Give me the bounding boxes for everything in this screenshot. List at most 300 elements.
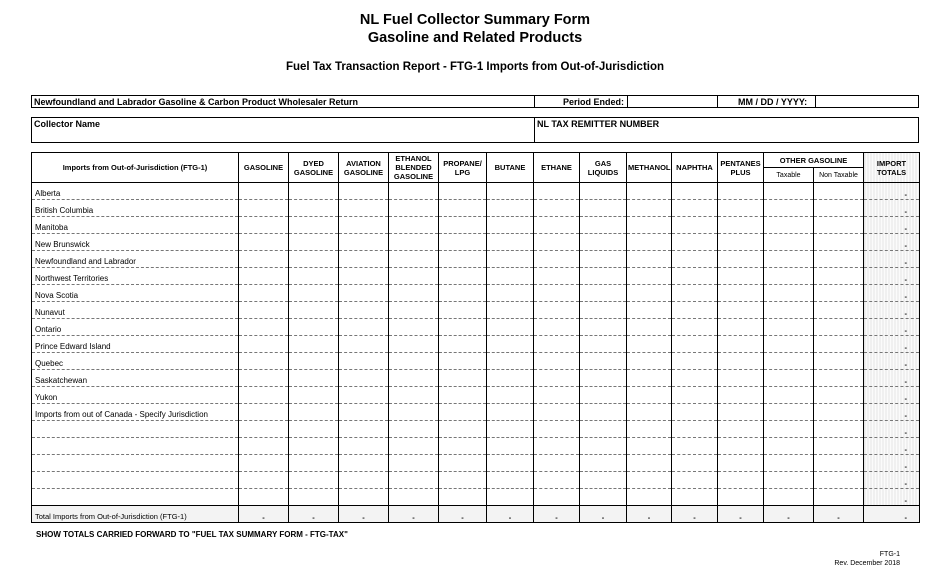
entry-cell[interactable] [389, 421, 439, 438]
entry-cell[interactable] [580, 234, 627, 251]
entry-cell[interactable] [672, 387, 718, 404]
entry-cell[interactable] [289, 438, 339, 455]
entry-cell[interactable] [487, 336, 534, 353]
entry-cell[interactable] [439, 319, 487, 336]
entry-cell[interactable] [534, 183, 580, 200]
period-ended-value [628, 96, 632, 98]
entry-cell[interactable] [580, 285, 627, 302]
entry-cell[interactable] [339, 183, 389, 200]
col-header-butane: BUTANE [487, 153, 534, 183]
entry-cell[interactable] [672, 489, 718, 506]
entry-cell[interactable] [439, 404, 487, 421]
entry-cell[interactable] [672, 404, 718, 421]
entry-cell[interactable] [487, 472, 534, 489]
entry-cell[interactable] [672, 183, 718, 200]
entry-cell[interactable] [339, 234, 389, 251]
entry-cell[interactable] [439, 455, 487, 472]
entry-cell[interactable] [487, 455, 534, 472]
entry-cell[interactable] [814, 200, 864, 217]
entry-cell[interactable] [534, 472, 580, 489]
entry-cell[interactable] [672, 200, 718, 217]
entry-cell[interactable] [534, 217, 580, 234]
entry-cell[interactable] [534, 285, 580, 302]
collector-header-row [31, 117, 919, 143]
entry-cell[interactable] [764, 268, 814, 285]
entry-cell[interactable] [814, 421, 864, 438]
table-row [32, 404, 920, 421]
entry-cell[interactable] [580, 438, 627, 455]
entry-cell[interactable] [814, 251, 864, 268]
entry-cell[interactable] [487, 404, 534, 421]
remitter-number-field[interactable] [534, 118, 919, 142]
entry-cell[interactable] [718, 455, 764, 472]
entry-cell[interactable] [289, 268, 339, 285]
entry-cell[interactable] [534, 319, 580, 336]
entry-cell[interactable] [239, 472, 289, 489]
entry-cell[interactable] [439, 234, 487, 251]
total-value: - [764, 506, 814, 523]
entry-cell[interactable] [289, 353, 339, 370]
entry-cell[interactable] [672, 251, 718, 268]
entry-cell[interactable] [627, 353, 672, 370]
entry-cell[interactable] [627, 217, 672, 234]
entry-cell[interactable] [627, 234, 672, 251]
entry-cell[interactable] [627, 200, 672, 217]
entry-cell[interactable] [627, 438, 672, 455]
entry-cell[interactable] [487, 285, 534, 302]
entry-cell[interactable] [239, 438, 289, 455]
entry-cell[interactable] [814, 336, 864, 353]
entry-cell[interactable] [487, 302, 534, 319]
first-column-header: Imports from Out-of-Jurisdiction (FTG-1) [32, 153, 239, 183]
col-header-pentanes-plus: PENTANES PLUS [718, 153, 764, 183]
entry-cell[interactable] [814, 455, 864, 472]
entry-cell[interactable] [672, 285, 718, 302]
entry-cell[interactable] [439, 285, 487, 302]
entry-cell[interactable] [718, 489, 764, 506]
entry-cell[interactable] [534, 353, 580, 370]
entry-cell[interactable] [627, 336, 672, 353]
entry-cell[interactable] [289, 217, 339, 234]
entry-cell[interactable] [627, 455, 672, 472]
entry-cell[interactable] [289, 183, 339, 200]
entry-cell[interactable] [487, 319, 534, 336]
entry-cell[interactable] [389, 404, 439, 421]
row-label: Manitoba [32, 217, 239, 234]
entry-cell[interactable] [814, 404, 864, 421]
row-label: Alberta [32, 183, 239, 200]
entry-cell[interactable] [439, 302, 487, 319]
entry-cell[interactable] [389, 268, 439, 285]
entry-cell[interactable] [764, 251, 814, 268]
entry-cell[interactable] [580, 251, 627, 268]
entry-cell[interactable] [239, 200, 289, 217]
entry-cell[interactable] [239, 421, 289, 438]
entry-cell[interactable] [672, 353, 718, 370]
entry-cell[interactable] [672, 336, 718, 353]
collector-name-field[interactable] [32, 118, 534, 142]
entry-cell[interactable] [718, 302, 764, 319]
entry-cell[interactable] [814, 285, 864, 302]
table-row [32, 370, 920, 387]
entry-cell[interactable] [439, 472, 487, 489]
entry-cell[interactable] [534, 438, 580, 455]
entry-cell[interactable] [627, 421, 672, 438]
entry-cell[interactable] [672, 319, 718, 336]
entry-cell[interactable] [389, 472, 439, 489]
entry-cell[interactable] [439, 387, 487, 404]
entry-cell[interactable] [487, 183, 534, 200]
row-label: New Brunswick [32, 234, 239, 251]
remitter-number-label: NL TAX REMITTER NUMBER [537, 119, 660, 129]
entry-cell[interactable] [389, 319, 439, 336]
entry-cell[interactable] [718, 421, 764, 438]
entry-cell[interactable] [718, 285, 764, 302]
entry-cell[interactable] [239, 319, 289, 336]
entry-cell[interactable] [718, 319, 764, 336]
entry-cell[interactable] [339, 387, 389, 404]
entry-cell[interactable] [389, 370, 439, 387]
entry-cell[interactable] [487, 234, 534, 251]
entry-cell[interactable] [289, 455, 339, 472]
entry-cell[interactable] [439, 421, 487, 438]
entry-cell[interactable] [814, 183, 864, 200]
entry-cell[interactable] [764, 217, 814, 234]
entry-cell[interactable] [239, 217, 289, 234]
entry-cell[interactable] [580, 387, 627, 404]
table-row [32, 268, 920, 285]
entry-cell[interactable] [239, 285, 289, 302]
entry-cell[interactable] [439, 217, 487, 234]
entry-cell[interactable] [389, 183, 439, 200]
entry-cell[interactable] [289, 200, 339, 217]
entry-cell[interactable] [764, 489, 814, 506]
entry-cell[interactable] [627, 268, 672, 285]
date-field[interactable] [815, 96, 919, 107]
entry-cell[interactable] [672, 302, 718, 319]
entry-cell[interactable] [534, 268, 580, 285]
total-value: - [672, 506, 718, 523]
entry-cell[interactable] [580, 421, 627, 438]
entry-cell[interactable] [289, 421, 339, 438]
entry-cell[interactable] [672, 421, 718, 438]
entry-cell[interactable] [814, 217, 864, 234]
entry-cell[interactable] [339, 200, 389, 217]
entry-cell[interactable] [764, 353, 814, 370]
entry-cell[interactable] [534, 421, 580, 438]
entry-cell[interactable] [339, 319, 389, 336]
col-header-propane: PROPANE/ LPG [439, 153, 487, 183]
entry-cell[interactable] [289, 404, 339, 421]
row-import-total: - [864, 421, 920, 438]
entry-cell[interactable] [627, 404, 672, 421]
entry-cell[interactable] [672, 370, 718, 387]
entry-cell[interactable] [439, 268, 487, 285]
entry-cell[interactable] [534, 200, 580, 217]
entry-cell[interactable] [627, 251, 672, 268]
entry-cell[interactable] [339, 438, 389, 455]
entry-cell[interactable] [580, 268, 627, 285]
entry-cell[interactable] [487, 370, 534, 387]
entry-cell[interactable] [718, 370, 764, 387]
entry-cell[interactable] [764, 387, 814, 404]
collector-name-label: Collector Name [34, 119, 101, 129]
entry-cell[interactable] [487, 251, 534, 268]
entry-cell[interactable] [239, 234, 289, 251]
entry-cell[interactable] [439, 438, 487, 455]
entry-cell[interactable] [764, 234, 814, 251]
row-label: Nova Scotia [32, 285, 239, 302]
entry-cell[interactable] [239, 353, 289, 370]
entry-cell[interactable] [289, 302, 339, 319]
entry-cell[interactable] [389, 353, 439, 370]
entry-cell[interactable] [814, 472, 864, 489]
entry-cell[interactable] [627, 302, 672, 319]
row-import-total: - [864, 200, 920, 217]
entry-cell[interactable] [439, 489, 487, 506]
entry-cell[interactable] [239, 404, 289, 421]
entry-cell[interactable] [764, 404, 814, 421]
table-row [32, 489, 920, 506]
row-label: Nunavut [32, 302, 239, 319]
entry-cell[interactable] [580, 319, 627, 336]
entry-cell[interactable] [239, 336, 289, 353]
table-row [32, 302, 920, 319]
row-import-total: - [864, 489, 920, 506]
row-label: Yukon [32, 387, 239, 404]
entry-cell[interactable] [487, 217, 534, 234]
entry-cell[interactable] [764, 370, 814, 387]
entry-cell[interactable] [672, 234, 718, 251]
entry-cell[interactable] [764, 472, 814, 489]
entry-cell[interactable] [580, 455, 627, 472]
table-row [32, 251, 920, 268]
entry-cell[interactable] [487, 200, 534, 217]
row-import-total: - [864, 472, 920, 489]
period-ended-field[interactable] [627, 96, 717, 107]
entry-cell[interactable] [239, 455, 289, 472]
entry-cell[interactable] [339, 421, 389, 438]
entry-cell[interactable] [439, 183, 487, 200]
entry-cell[interactable] [389, 234, 439, 251]
entry-cell[interactable] [439, 336, 487, 353]
entry-cell[interactable] [718, 217, 764, 234]
entry-cell[interactable] [339, 353, 389, 370]
entry-cell[interactable] [239, 183, 289, 200]
entry-cell[interactable] [339, 302, 389, 319]
entry-cell[interactable] [439, 200, 487, 217]
entry-cell[interactable] [339, 472, 389, 489]
entry-cell[interactable] [718, 234, 764, 251]
entry-cell[interactable] [339, 455, 389, 472]
entry-cell[interactable] [339, 268, 389, 285]
entry-cell[interactable] [289, 472, 339, 489]
entry-cell[interactable] [339, 251, 389, 268]
entry-cell[interactable] [627, 387, 672, 404]
entry-cell[interactable] [389, 200, 439, 217]
entry-cell[interactable] [580, 472, 627, 489]
entry-cell[interactable] [718, 336, 764, 353]
entry-cell[interactable] [718, 387, 764, 404]
table-row [32, 353, 920, 370]
entry-cell[interactable] [764, 455, 814, 472]
entry-cell[interactable] [764, 183, 814, 200]
row-import-total: - [864, 387, 920, 404]
entry-cell[interactable] [672, 438, 718, 455]
entry-cell[interactable] [627, 472, 672, 489]
col-header-other-gasoline: OTHER GASOLINE [764, 153, 864, 168]
entry-cell[interactable] [814, 489, 864, 506]
entry-cell[interactable] [534, 234, 580, 251]
row-label [32, 421, 239, 438]
entry-cell[interactable] [289, 251, 339, 268]
entry-cell[interactable] [580, 302, 627, 319]
entry-cell[interactable] [439, 251, 487, 268]
entry-cell[interactable] [580, 370, 627, 387]
entry-cell[interactable] [389, 489, 439, 506]
entry-cell[interactable] [289, 234, 339, 251]
entry-cell[interactable] [534, 489, 580, 506]
row-label: Northwest Territories [32, 268, 239, 285]
entry-cell[interactable] [487, 421, 534, 438]
entry-cell[interactable] [580, 200, 627, 217]
entry-cell[interactable] [239, 387, 289, 404]
entry-cell[interactable] [239, 489, 289, 506]
entry-cell[interactable] [439, 353, 487, 370]
entry-cell[interactable] [672, 268, 718, 285]
entry-cell[interactable] [764, 200, 814, 217]
entry-cell[interactable] [389, 438, 439, 455]
entry-cell[interactable] [580, 404, 627, 421]
entry-cell[interactable] [534, 251, 580, 268]
entry-cell[interactable] [487, 387, 534, 404]
entry-cell[interactable] [239, 370, 289, 387]
entry-cell[interactable] [580, 217, 627, 234]
table-row [32, 217, 920, 234]
entry-cell[interactable] [718, 251, 764, 268]
row-import-total: - [864, 438, 920, 455]
entry-cell[interactable] [389, 217, 439, 234]
entry-cell[interactable] [672, 217, 718, 234]
entry-cell[interactable] [487, 353, 534, 370]
entry-cell[interactable] [814, 387, 864, 404]
col-header-gas-liquids: GAS LIQUIDS [580, 153, 627, 183]
entry-cell[interactable] [534, 370, 580, 387]
entry-cell[interactable] [814, 438, 864, 455]
total-value: - [389, 506, 439, 523]
entry-cell[interactable] [289, 489, 339, 506]
entry-cell[interactable] [814, 370, 864, 387]
collector-name-value [32, 130, 36, 132]
entry-cell[interactable] [487, 438, 534, 455]
row-label: Quebec [32, 353, 239, 370]
entry-cell[interactable] [718, 200, 764, 217]
entry-cell[interactable] [339, 217, 389, 234]
entry-cell[interactable] [487, 489, 534, 506]
row-import-total: - [864, 370, 920, 387]
entry-cell[interactable] [764, 319, 814, 336]
entry-cell[interactable] [718, 353, 764, 370]
row-label [32, 455, 239, 472]
table-row [32, 200, 920, 217]
entry-cell[interactable] [580, 336, 627, 353]
table-row [32, 319, 920, 336]
entry-cell[interactable] [339, 336, 389, 353]
entry-cell[interactable] [580, 353, 627, 370]
entry-cell[interactable] [580, 489, 627, 506]
entry-cell[interactable] [672, 472, 718, 489]
return-name: Newfoundland and Labrador Gasoline & Carbon Product Wholesaler Return [34, 97, 359, 107]
entry-cell[interactable] [627, 370, 672, 387]
entry-cell[interactable] [389, 302, 439, 319]
entry-cell[interactable] [718, 183, 764, 200]
entry-cell[interactable] [239, 251, 289, 268]
entry-cell[interactable] [339, 370, 389, 387]
entry-cell[interactable] [389, 387, 439, 404]
entry-cell[interactable] [580, 183, 627, 200]
entry-cell[interactable] [718, 404, 764, 421]
row-label: Imports from out of Canada - Specify Jurisdiction [32, 404, 239, 421]
entry-cell[interactable] [814, 234, 864, 251]
entry-cell[interactable] [627, 285, 672, 302]
entry-cell[interactable] [289, 285, 339, 302]
entry-cell[interactable] [439, 370, 487, 387]
entry-cell[interactable] [764, 285, 814, 302]
entry-cell[interactable] [239, 268, 289, 285]
entry-cell[interactable] [718, 268, 764, 285]
entry-cell[interactable] [289, 370, 339, 387]
entry-cell[interactable] [389, 285, 439, 302]
entry-cell[interactable] [339, 489, 389, 506]
entry-cell[interactable] [534, 336, 580, 353]
entry-cell[interactable] [814, 302, 864, 319]
entry-cell[interactable] [487, 268, 534, 285]
entry-cell[interactable] [289, 319, 339, 336]
entry-cell[interactable] [764, 421, 814, 438]
entry-cell[interactable] [389, 336, 439, 353]
entry-cell[interactable] [239, 302, 289, 319]
entry-cell[interactable] [814, 268, 864, 285]
entry-cell[interactable] [289, 387, 339, 404]
entry-cell[interactable] [339, 285, 389, 302]
remitter-number-value [535, 130, 539, 132]
row-label: Prince Edward Island [32, 336, 239, 353]
entry-cell[interactable] [814, 353, 864, 370]
entry-cell[interactable] [764, 336, 814, 353]
total-row [32, 506, 920, 523]
entry-cell[interactable] [389, 455, 439, 472]
col-header-import-totals: IMPORT TOTALS [864, 153, 920, 183]
entry-cell[interactable] [814, 319, 864, 336]
entry-cell[interactable] [339, 404, 389, 421]
entry-cell[interactable] [534, 387, 580, 404]
entry-cell[interactable] [672, 455, 718, 472]
entry-cell[interactable] [627, 183, 672, 200]
entry-cell[interactable] [534, 404, 580, 421]
entry-cell[interactable] [718, 472, 764, 489]
entry-cell[interactable] [627, 319, 672, 336]
entry-cell[interactable] [764, 438, 814, 455]
entry-cell[interactable] [389, 251, 439, 268]
entry-cell[interactable] [764, 302, 814, 319]
row-import-total: - [864, 404, 920, 421]
entry-cell[interactable] [627, 489, 672, 506]
entry-cell[interactable] [718, 438, 764, 455]
entry-cell[interactable] [534, 455, 580, 472]
revision-date: Rev. December 2018 [834, 560, 900, 567]
entry-cell[interactable] [289, 336, 339, 353]
entry-cell[interactable] [534, 302, 580, 319]
